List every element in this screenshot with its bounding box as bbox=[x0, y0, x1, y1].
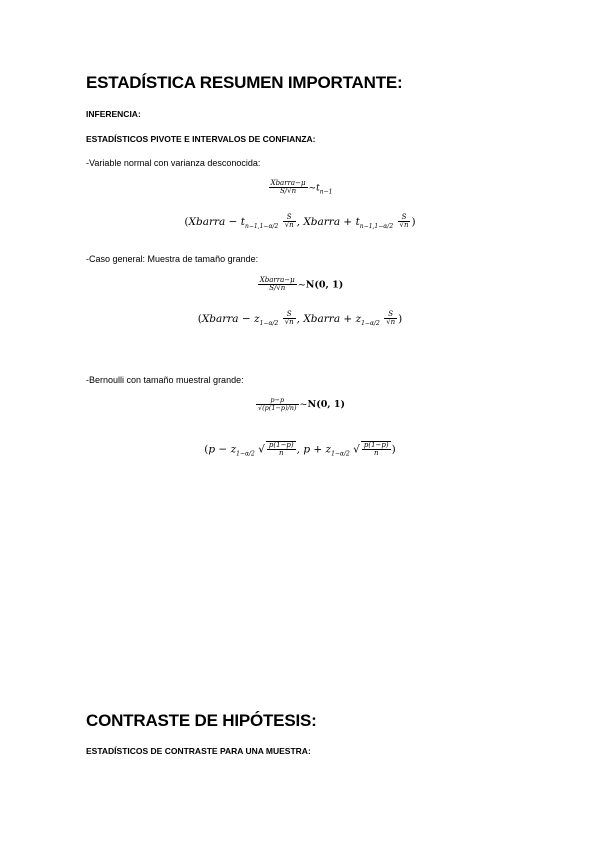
z-symbol: z bbox=[254, 312, 260, 325]
radical-sign: √ bbox=[353, 443, 360, 456]
radical-sign: √ bbox=[258, 443, 265, 456]
xbarra-minus: Xbarra − bbox=[201, 312, 255, 325]
frac-numerator: Xbarra−μ bbox=[270, 179, 306, 187]
tilde: ~ bbox=[299, 398, 308, 410]
frac-numerator: p(1−p) bbox=[268, 441, 294, 449]
paren-close: ) bbox=[411, 215, 416, 228]
tilde: ~ bbox=[297, 279, 306, 291]
z-subscript: 1−α/2 bbox=[331, 450, 350, 458]
frac-numerator: p−p bbox=[256, 397, 299, 405]
z-subscript: 1−α/2 bbox=[361, 319, 380, 327]
paren-close: ) bbox=[398, 312, 403, 325]
tilde: ~ bbox=[308, 183, 317, 194]
t-subscript: n−1,1−α/2 bbox=[244, 222, 279, 230]
equation-ci-normal bbox=[0, 311, 600, 327]
z-symbol: z bbox=[355, 312, 362, 325]
frac-denominator: √n bbox=[399, 221, 409, 230]
comma-xbarra-plus: , Xbarra + bbox=[296, 215, 356, 228]
p-minus: p − bbox=[208, 443, 231, 456]
t-symbol: t bbox=[240, 215, 245, 228]
t-subscript: n−1,1−α/2 bbox=[359, 222, 394, 230]
frac-numerator: p(1−p) bbox=[363, 441, 389, 449]
frac-numerator: S bbox=[398, 214, 411, 222]
normal-distribution: N(0, 1) bbox=[307, 398, 346, 410]
equation-pivot-t bbox=[0, 180, 600, 196]
z-subscript: 1−α/2 bbox=[236, 450, 255, 458]
paren-open: ( bbox=[197, 312, 202, 325]
section-inferencia: INFERENCIA: bbox=[86, 109, 141, 119]
z-symbol: z bbox=[230, 443, 237, 456]
case-bernoulli-label: -Bernoulli con tamaño muestral grande: bbox=[86, 375, 244, 385]
frac-denominator: √n bbox=[386, 318, 396, 327]
case-general-label: -Caso general: Muestra de tamaño grande: bbox=[86, 254, 259, 264]
frac-denominator: S/√n bbox=[279, 187, 297, 196]
case-normal-label: -Variable normal con varianza desconocida: bbox=[86, 158, 261, 168]
frac-denominator: S/√n bbox=[269, 284, 286, 293]
equation-pivot-bernoulli bbox=[0, 397, 600, 412]
paren-open: ( bbox=[184, 215, 189, 228]
frac-numerator: Xbarra−μ bbox=[259, 276, 295, 284]
frac-denominator: √(p(1−p)/n) bbox=[257, 403, 297, 412]
xbarra-minus: Xbarra − bbox=[188, 215, 241, 228]
section-contraste: ESTADÍSTICOS DE CONTRASTE PARA UNA MUESTRA: bbox=[86, 746, 311, 756]
equation-ci-bernoulli bbox=[0, 441, 600, 458]
equation-pivot-normal bbox=[0, 277, 600, 293]
equation-ci-t bbox=[0, 214, 600, 230]
t-symbol: t bbox=[355, 215, 360, 228]
contraste-title: CONTRASTE DE HIPÓTESIS: bbox=[86, 711, 317, 730]
paren-close: ) bbox=[391, 443, 396, 456]
normal-distribution: N(0, 1) bbox=[305, 279, 344, 291]
frac-numerator: S bbox=[283, 311, 296, 319]
frac-denominator: n bbox=[279, 449, 284, 458]
comma-p-plus: , p + bbox=[296, 443, 326, 456]
t-subscript: n−1 bbox=[319, 188, 333, 196]
frac-denominator: n bbox=[373, 449, 379, 458]
frac-numerator: S bbox=[283, 214, 296, 222]
frac-numerator: S bbox=[384, 311, 397, 319]
z-subscript: 1−α/2 bbox=[259, 319, 279, 327]
frac-denominator: √n bbox=[284, 318, 294, 327]
t-symbol: t bbox=[316, 183, 320, 194]
z-symbol: z bbox=[325, 443, 332, 456]
section-pivote: ESTADÍSTICOS PIVOTE E INTERVALOS DE CONFIANZA: bbox=[86, 134, 316, 144]
page-title: ESTADÍSTICA RESUMEN IMPORTANTE: bbox=[86, 73, 403, 92]
paren-open: ( bbox=[204, 443, 209, 456]
frac-denominator: √n bbox=[284, 221, 294, 230]
comma-xbarra-plus: , Xbarra + bbox=[296, 312, 356, 325]
